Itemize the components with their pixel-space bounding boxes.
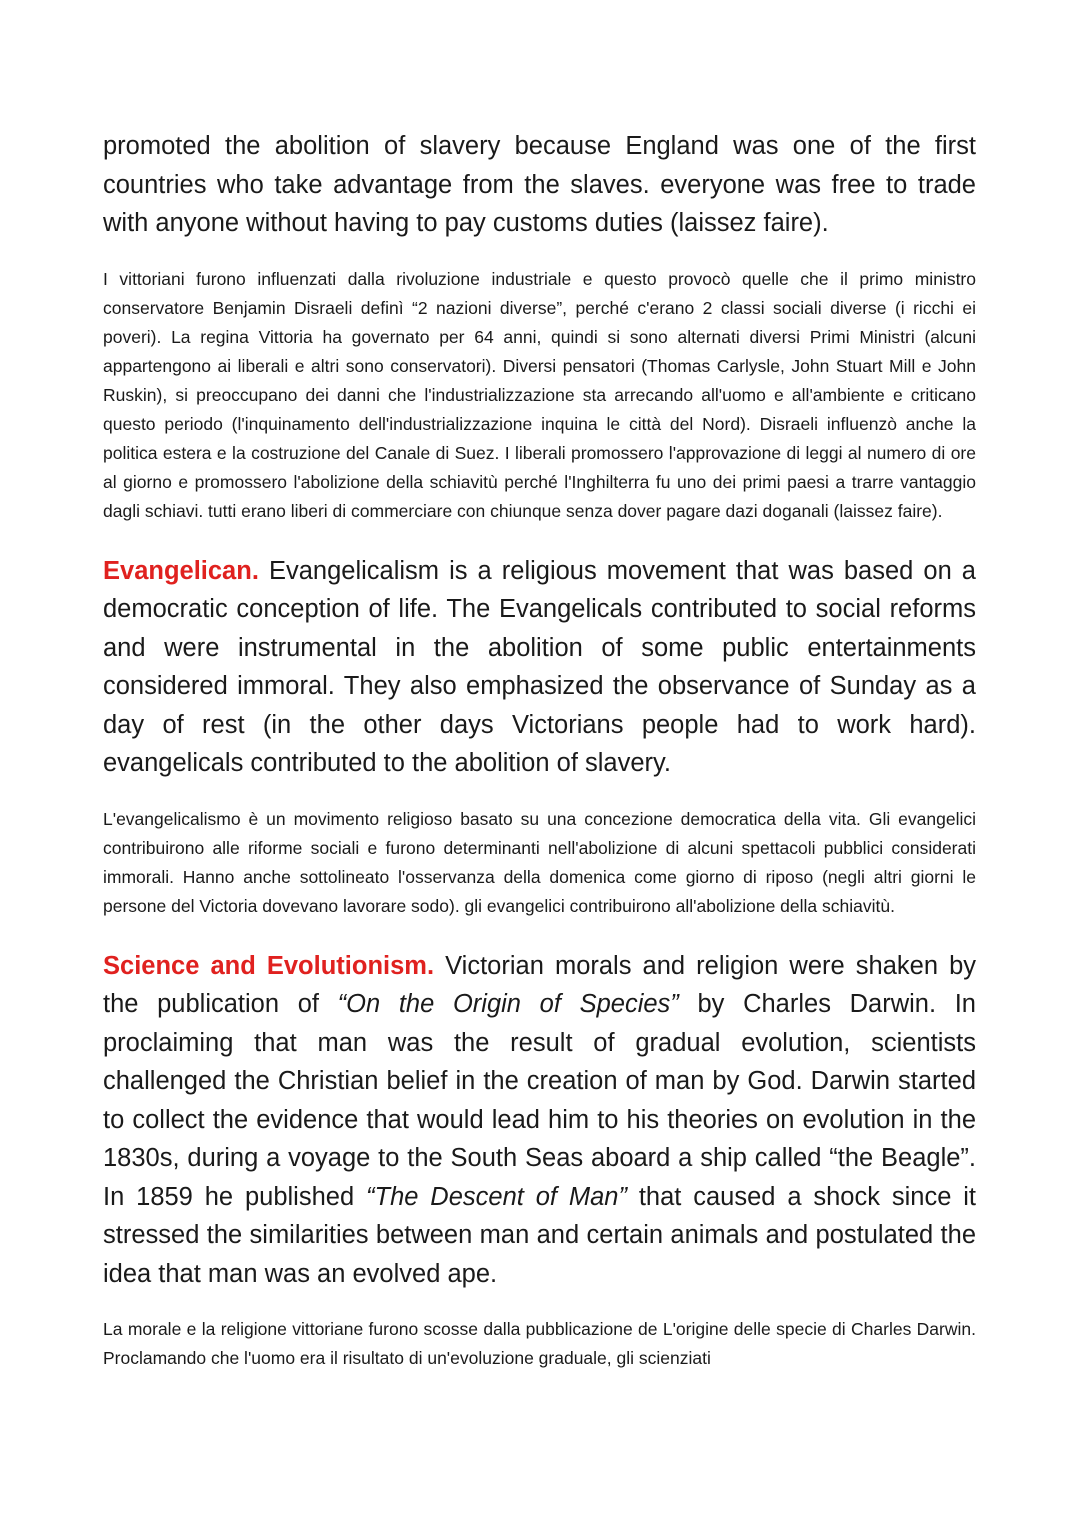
english-text: by Charles Darwin. In proclaiming that man was the result of gradual evolution, scientists challenged the Christian belief in the creation of man by God. Darwin started to collect the evidence that would lead him to his theories on evolution in the 1830s, during a voyage to the South Seas aboard a ship called “the Beagle”. In 1859 he published: [103, 990, 976, 1211]
english-text: Victorian morals and religion were shaken by the publication of: [103, 951, 976, 1018]
italian-text: La morale e la religione vittoriane furono scosse dalla pubblicazione de L'origine delle specie di Charles Darwin. Proclamando che l'uomo era il risultato di un'evoluzione graduale, gli scienziati: [103, 1319, 976, 1368]
italian-text: I vittoriani furono influenzati dalla rivoluzione industriale e questo provocò quelle che il primo ministro conservatore Benjamin Disraeli definì “2 nazioni diverse”, perché c'erano 2 classi sociali diverse (i ricchi ei poveri). La regina Vittoria ha governato per 64 anni, quindi si sono alternati diversi Primi Ministri (alcuni appartengono ai liberali e altri sono conservatori). Diversi pensatori (Thomas Carlysle, John Stuart Mill e John Ruskin), si preoccupano dei danni che l'industrializzazione sta arrecando all'uomo e all'ambiente e criticano questo periodo (l'inquinamento dell'industrializzazione inquina le città del Nord). Disraeli influenzò anche la politica estera e la costruzione del Canale di Suez. I liberali promossero l'approvazione di leggi al numero di ore al giorno e promossero l'abolizione della schiavitù perché l'Inghilterra fu uno dei primi paesi a trarre vantaggio dagli schiavi. tutti erano liberi di commerciare con chiunque senza dover pagare dazi doganali (laissez faire).: [103, 268, 976, 521]
english-paragraph-slavery: [103, 127, 976, 243]
english-text: that caused a shock since it stressed the similarities between man and certain animals and postulated the idea that man was an evolved ape.: [103, 1182, 976, 1288]
italian-text: L'evangelicalismo è un movimento religioso basato su una concezione democratica della vita. Gli evangelici contribuirono alle riforme sociali e furono determinanti nell'abolizione di alcuni spettacoli pubblici considerati immorali. Hanno anche sottolineato l'osservanza della domenica come giorno di riposo (negli altri giorni le persone del Victoria dovevano lavorare sodo). gli evangelici contribuirono all'abolizione della schiavitù.: [103, 808, 976, 916]
english-text: promoted the abolition of slavery because England was one of the first countries who take advantage from the slaves. everyone was free to trade with anyone without having to pay customs duties (laissez faire).: [103, 132, 976, 237]
book-title-origin-of-species: “On the Origin of Species”: [337, 990, 679, 1018]
english-paragraph-evangelican: [103, 552, 976, 783]
english-text: Evangelicalism is a religious movement that was based on a democratic conception of life. The Evangelicals contributed to social reforms and were instrumental in the abolition of some public entertainments considered immoral. They also emphasized the observance of Sunday as a day of rest (in the other days Victorians people had to work hard). evangelicals contributed to the abolition of slavery.: [103, 556, 976, 777]
book-title-descent-of-man: “The Descent of Man”: [366, 1182, 627, 1211]
italian-paragraph-evangelicalismo: [103, 805, 976, 921]
english-paragraph-science: [103, 947, 976, 1294]
document-page: [103, 127, 976, 1373]
italian-paragraph-victorians: [103, 265, 976, 526]
section-heading-science: Science and Evolutionism.: [103, 951, 435, 980]
italian-paragraph-scienza: [103, 1315, 976, 1373]
section-heading-evangelican: Evangelican.: [103, 556, 259, 585]
